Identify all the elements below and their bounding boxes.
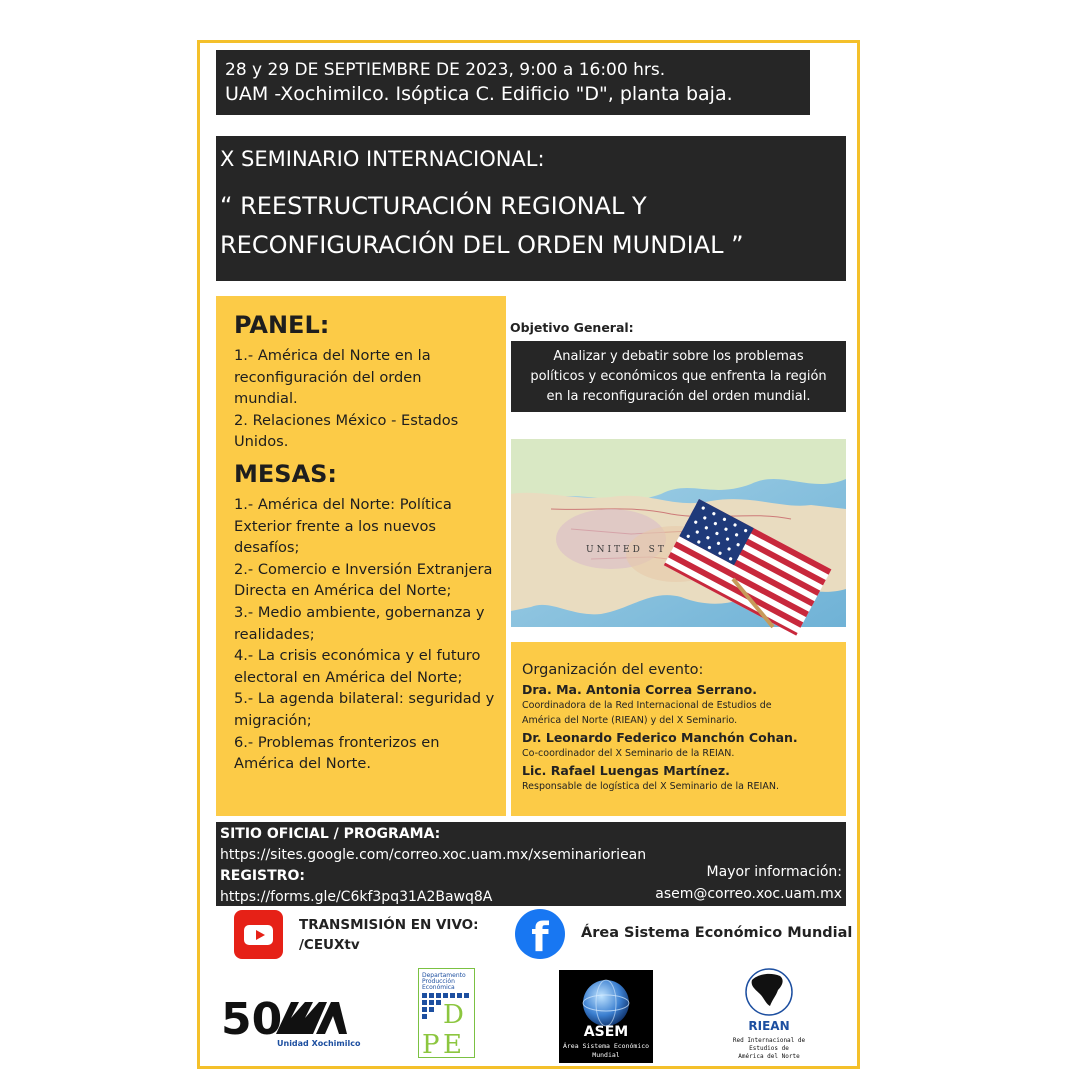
objective-line: políticos y económicos que enfrenta la región [530, 369, 827, 384]
panel-heading: PANEL: [234, 311, 330, 339]
mesa-item: migración; [234, 711, 312, 729]
organizer-name: Lic. Rafael Luengas Martínez. [522, 763, 730, 778]
organizer-role-line: América del Norte (RIEAN) y del X Seminario. [522, 715, 738, 726]
registration-url-link[interactable]: https://forms.gle/C6kf3pq31A2Bawq8A [220, 889, 493, 905]
seminar-title-line3: RECONFIGURACIÓN DEL ORDEN MUNDIAL ” [220, 231, 744, 259]
mesa-item: Exterior frente a los nuevos [234, 517, 437, 535]
dpe-logo-letter: P [422, 1030, 440, 1060]
info-box [216, 822, 846, 906]
map-illustration [511, 439, 846, 627]
riean-logo-title: RIEAN [748, 1019, 790, 1033]
panel-item: reconfiguración del orden [234, 368, 422, 386]
riean-logo-caption: Red Internacional de [732, 1037, 806, 1044]
mesa-item: desafíos; [234, 539, 300, 557]
objective-box [511, 341, 846, 412]
organizer-name: Dra. Ma. Antonia Correa Serrano. [522, 682, 757, 697]
objective-line: en la reconfiguración del orden mundial. [546, 389, 811, 404]
youtube-icon[interactable] [234, 910, 283, 959]
mesa-item: 5.- La agenda bilateral: seguridad y [234, 690, 495, 708]
mesa-item: 2.- Comercio e Inversión Extranjera [234, 560, 493, 578]
uam-50-logo [221, 990, 361, 1050]
uam-logo-number: 50 [221, 994, 283, 1045]
dpe-logo [418, 968, 475, 1058]
program-column [216, 296, 506, 816]
more-info-label: Mayor información: [706, 864, 842, 880]
uam-logo-caption: Unidad Xochimilco [277, 1039, 361, 1048]
seminar-title-line1: X SEMINARIO INTERNACIONAL: [220, 147, 545, 171]
objective-line: Analizar y debatir sobre los problemas [553, 349, 804, 364]
dpe-logo-letter: E [443, 1030, 462, 1060]
dpe-logo-text: Económica [422, 984, 455, 991]
date-venue-box [216, 50, 810, 115]
organization-box [511, 642, 846, 816]
event-venue: UAM -Xochimilco. Isóptica C. Edificio "D", planta baja. [225, 83, 733, 105]
organizer-role: Co-coordinador del X Seminario de la REIAN. [522, 748, 735, 759]
riean-logo [730, 966, 808, 1066]
objective-label: Objetivo General: [510, 320, 634, 335]
dpe-logo-text: Producción [422, 978, 455, 985]
site-url-link[interactable]: https://sites.google.com/correo.xoc.uam.mx/xseminarioriean [220, 847, 647, 863]
organizer-role: Responsable de logística del X Seminario de la REIAN. [522, 781, 779, 792]
live-stream-text [299, 915, 479, 955]
mesa-item: 6.- Problemas fronterizos en [234, 733, 440, 751]
mesa-item: Directa en América del Norte; [234, 582, 452, 600]
site-label: SITIO OFICIAL / PROGRAMA: [220, 826, 441, 842]
mesas-heading: MESAS: [234, 459, 338, 488]
mesa-item: electoral en América del Norte; [234, 668, 463, 686]
riean-logo-caption: Estudios de [749, 1045, 789, 1052]
mesa-item: realidades; [234, 625, 315, 643]
mesas-list [234, 494, 506, 775]
asem-logo-caption: Área Sistema Económico [562, 1042, 650, 1050]
seminar-title-line2: “ REESTRUCTURACIÓN REGIONAL Y [220, 192, 647, 220]
organizer-role [522, 698, 846, 728]
riean-logo-caption: América del Norte [738, 1053, 800, 1060]
facebook-page-name[interactable]: Área Sistema Económico Mundial [581, 925, 853, 941]
registration-label: REGISTRO: [220, 868, 305, 884]
dpe-logo-text: Departamento [422, 972, 466, 979]
asem-logo [559, 970, 653, 1063]
panel-item: mundial. [234, 390, 298, 408]
panel-item: 1.- América del Norte en la [234, 347, 431, 364]
organizer-name: Dr. Leonardo Federico Manchón Cohan. [522, 730, 798, 745]
mesa-item: 1.- América del Norte: Política [234, 495, 452, 513]
dpe-logo-letter: D [443, 1000, 464, 1030]
organization-heading: Organización del evento: [522, 662, 704, 678]
asem-logo-caption: Mundial [592, 1051, 620, 1059]
mesa-item: 4.- La crisis económica y el futuro [234, 647, 481, 665]
panel-item: Unidos. [234, 433, 289, 451]
live-stream-label: TRANSMISIÓN EN VIVO: [299, 917, 479, 933]
map-label: UNITED ST [586, 545, 667, 555]
contact-email-link[interactable]: asem@correo.xoc.uam.mx [655, 886, 842, 902]
asem-logo-title: ASEM [583, 1024, 629, 1040]
mesa-item: América del Norte. [234, 755, 371, 773]
live-stream-channel[interactable]: /CEUXtv [299, 937, 360, 953]
event-date: 28 y 29 DE SEPTIEMBRE DE 2023, 9:00 a 16:00 hrs. [225, 60, 666, 80]
usa-map-flag-image [511, 439, 846, 627]
mesa-item: 3.- Medio ambiente, gobernanza y [234, 603, 485, 621]
seminar-title-box [216, 136, 846, 281]
panel-list [234, 345, 506, 453]
organizer-role-line: Coordinadora de la Red Internacional de Estudios de [522, 700, 772, 711]
panel-item: 2. Relaciones México - Estados [234, 411, 459, 429]
facebook-icon[interactable]: f [515, 909, 565, 959]
